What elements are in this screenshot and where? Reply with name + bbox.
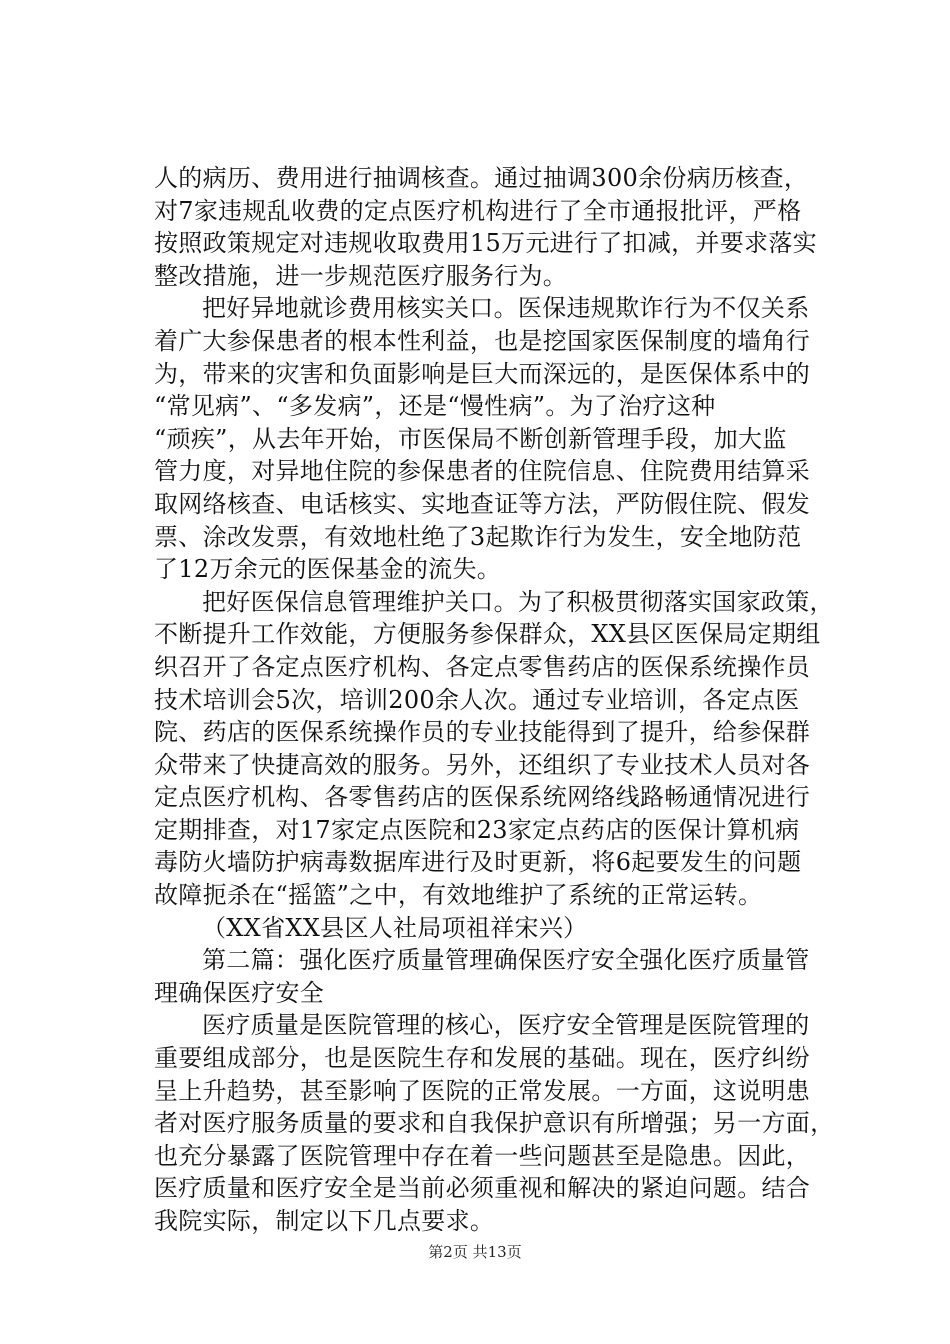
paragraph-start-line: 医疗质量是医院管理的核心，医疗安全管理是医院管理的 — [202, 1011, 810, 1040]
text-line: 呈上升趋势，甚至影响了医院的正常发展。一方面，这说明患 — [154, 1076, 811, 1105]
text-line: 取网络核查、电话核实、实地查证等方法，严防假住院、假发 — [154, 489, 811, 518]
text-line: 不断提升工作效能，方便服务参保群众，XX县区医保局定期组 — [154, 620, 821, 649]
text-line: 定期排查，对17家定点医院和23家定点药店的医保计算机病 — [154, 815, 800, 844]
text-line: 票、涂改发票，有效地杜绝了3起欺诈行为发生，安全地防范 — [154, 522, 802, 551]
text-line: “顽疾”，从去年开始，市医保局不断创新管理手段，加大监 — [154, 424, 787, 453]
text-line: 着广大参保患者的根本性利益，也是挖国家医保制度的墙角行 — [154, 326, 811, 355]
text-line: 人的病历、费用进行抽调核查。通过抽调300余份病历核查， — [154, 164, 809, 192]
text-line: 管力度，对异地住院的参保患者的住院信息、住院费用结算采 — [154, 457, 811, 486]
text-line: 了12万余元的医保基金的流失。 — [154, 555, 502, 584]
text-line: 重要组成部分，也是医院生存和发展的基础。现在，医疗纠纷 — [154, 1044, 811, 1073]
text-line: “常见病”、“多发病”，还是“慢性病”。为了治疗这种 — [154, 392, 716, 421]
text-line: 医疗质量和医疗安全是当前必须重视和解决的紧迫问题。结合 — [154, 1174, 811, 1203]
author-attribution: （XX省XX县区人社局项祖祥宋兴） — [202, 913, 588, 942]
text-line: 也充分暴露了医院管理中存在着一些问题甚至是隐患。因此， — [154, 1141, 811, 1170]
paragraph-start-line: 把好异地就诊费用核实关口。医保违规欺诈行为不仅关系 — [202, 294, 810, 323]
document-body — [154, 162, 834, 1238]
text-line: 为，带来的灾害和负面影响是巨大而深远的，是医保体系中的 — [154, 359, 811, 388]
text-line: 技术培训会5次，培训200余人次。通过专业培训，各定点医 — [154, 685, 800, 714]
text-line: 按照政策规定对违规收取费用15万元进行了扣减，并要求落实 — [154, 229, 817, 258]
section-heading: 第二篇：强化医疗质量管理确保医疗安全强化医疗质量管 — [202, 946, 810, 975]
text-line: 者对医疗服务质量的要求和自我保护意识有所增强；另一方面， — [154, 1109, 835, 1138]
section-heading-continued: 理确保医疗安全 — [154, 978, 325, 1007]
page-number-footer: 第2页 共13页 — [428, 1243, 522, 1261]
text-line: 我院实际，制定以下几点要求。 — [154, 1207, 495, 1235]
paragraph-start-line: 把好医保信息管理维护关口。为了积极贯彻落实国家政策， — [202, 587, 834, 616]
text-line: 院、药店的医保系统操作员的专业技能得到了提升，给参保群 — [154, 718, 811, 747]
text-line: 整改措施，进一步规范医疗服务行为。 — [154, 261, 568, 290]
text-line: 定点医疗机构、各零售药店的医保系统网络线路畅通情况进行 — [154, 783, 811, 812]
text-line: 众带来了快捷高效的服务。另外，还组织了专业技术人员对各 — [154, 750, 811, 779]
text-line: 织召开了各定点医疗机构、各定点零售药店的医保系统操作员 — [154, 652, 811, 681]
text-line: 故障扼杀在“摇篮”之中，有效地维护了系统的正常运转。 — [154, 881, 763, 910]
text-line: 毒防火墙防护病毒数据库进行及时更新，将6起要发生的问题 — [154, 848, 802, 877]
text-line: 对7家违规乱收费的定点医疗机构进行了全市通报批评，严格 — [154, 196, 802, 225]
